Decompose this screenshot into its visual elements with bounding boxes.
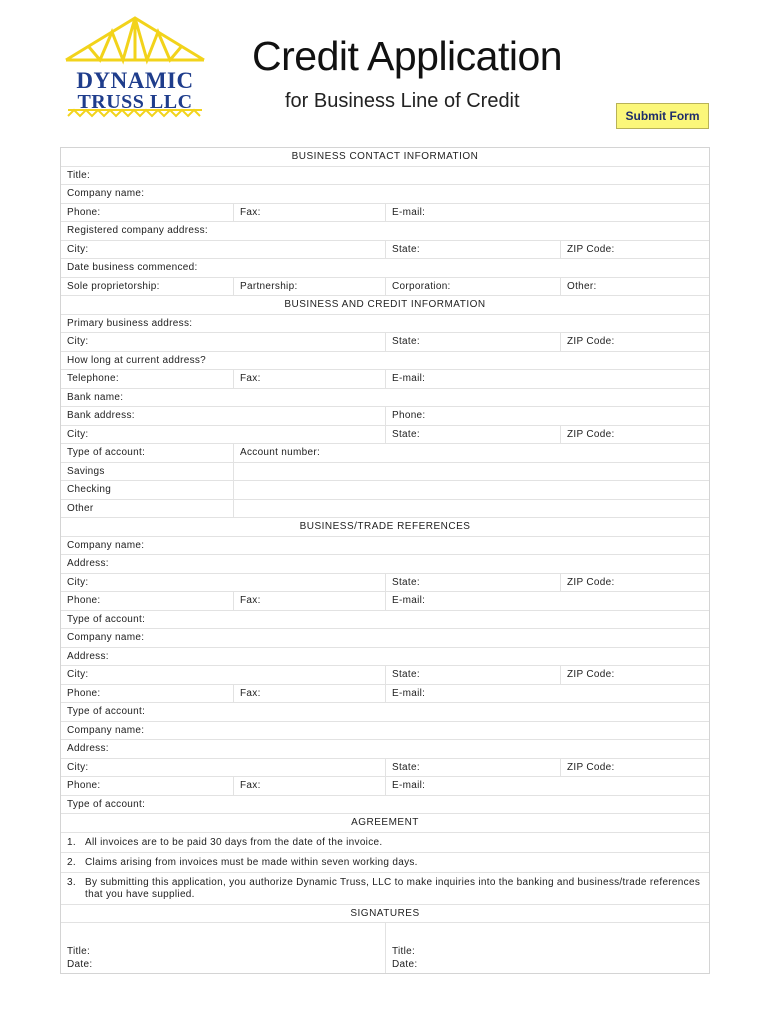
- form-row: [61, 759, 709, 778]
- form-row: [61, 389, 709, 408]
- other-account-number[interactable]: [234, 500, 709, 518]
- form-row: [61, 315, 709, 334]
- form-row: [61, 259, 709, 278]
- form-row: [61, 204, 709, 223]
- fax-field[interactable]: Fax:: [234, 370, 386, 388]
- form-row: [61, 167, 709, 186]
- reference-phone-field[interactable]: Phone:: [61, 592, 234, 610]
- section-title: BUSINESS AND CREDIT INFORMATION: [284, 299, 486, 311]
- section-header-credit: [61, 296, 709, 315]
- telephone-field[interactable]: Telephone:: [61, 370, 234, 388]
- reference-address-field[interactable]: Address:: [67, 743, 109, 755]
- reference-phone-field[interactable]: Phone:: [61, 777, 234, 795]
- form-row: [61, 555, 709, 574]
- reference-email-field[interactable]: E-mail:: [392, 780, 426, 792]
- how-long-field[interactable]: How long at current address?: [67, 354, 207, 366]
- agreement-item: [61, 853, 709, 873]
- reference-address-field[interactable]: Address:: [67, 558, 109, 570]
- reference-email-field[interactable]: E-mail:: [392, 595, 426, 607]
- signature-title-label: Title:: [392, 946, 416, 957]
- reference-company-name-field[interactable]: Company name:: [67, 632, 145, 644]
- credit-application-form: [60, 147, 710, 974]
- reference-city-field[interactable]: City:: [61, 666, 386, 684]
- signature-block-left[interactable]: [61, 923, 386, 973]
- email-field[interactable]: E-mail:: [392, 206, 426, 218]
- form-row: [61, 796, 709, 815]
- reference-address-field[interactable]: Address:: [67, 650, 109, 662]
- form-row: [61, 666, 709, 685]
- section-header-contact: [61, 148, 709, 167]
- form-row: [61, 352, 709, 371]
- submit-form-button[interactable]: Submit Form: [616, 103, 709, 129]
- reference-account-type-field[interactable]: Type of account:: [67, 706, 146, 718]
- zip-field[interactable]: ZIP Code:: [567, 336, 615, 348]
- reference-zip-field[interactable]: ZIP Code:: [567, 669, 615, 681]
- signature-block-right[interactable]: [386, 923, 709, 973]
- logo-text-line2: TRUSS LLC: [77, 91, 193, 113]
- agreement-text: Claims arising from invoices must be made within seven working days.: [85, 856, 418, 868]
- reference-company-name-field[interactable]: Company name:: [67, 724, 145, 736]
- agreement-number: 2.: [67, 856, 76, 868]
- city-field[interactable]: City:: [61, 333, 386, 351]
- company-logo: [60, 14, 210, 118]
- form-row: [61, 500, 709, 519]
- bank-state-field[interactable]: State:: [386, 426, 561, 444]
- agreement-item: [61, 873, 709, 905]
- form-row: [61, 574, 709, 593]
- savings-account-number[interactable]: [234, 463, 709, 481]
- reference-fax-field[interactable]: Fax:: [234, 685, 386, 703]
- form-row: [61, 592, 709, 611]
- reference-account-type-field[interactable]: Type of account:: [67, 798, 146, 810]
- form-row: [61, 444, 709, 463]
- section-header-references: [61, 518, 709, 537]
- partnership-field[interactable]: Partnership:: [234, 278, 386, 296]
- city-field[interactable]: City:: [61, 241, 386, 259]
- checking-option[interactable]: Checking: [61, 481, 234, 499]
- reference-city-field[interactable]: City:: [61, 759, 386, 777]
- corporation-field[interactable]: Corporation:: [386, 278, 561, 296]
- reference-fax-field[interactable]: Fax:: [234, 777, 386, 795]
- signature-date-label: Date:: [67, 959, 93, 970]
- form-row: [61, 370, 709, 389]
- agreement-text: By submitting this application, you authorize Dynamic Truss, LLC to make inquiries into the banking and business/trade references that you have supplied.: [85, 876, 701, 900]
- reference-phone-field[interactable]: Phone:: [61, 685, 234, 703]
- form-row: [61, 241, 709, 260]
- agreement-number: 1.: [67, 836, 76, 848]
- section-header-agreement: [61, 814, 709, 833]
- registered-address-field[interactable]: Registered company address:: [67, 225, 208, 237]
- bank-phone-field[interactable]: Phone:: [392, 410, 426, 422]
- signature-title-label: Title:: [67, 946, 91, 957]
- bank-name-field[interactable]: Bank name:: [67, 391, 124, 403]
- form-row: [61, 611, 709, 630]
- form-row: [61, 648, 709, 667]
- signature-date-label: Date:: [392, 959, 418, 970]
- reference-state-field[interactable]: State:: [386, 574, 561, 592]
- reference-city-field[interactable]: City:: [61, 574, 386, 592]
- form-row: [61, 722, 709, 741]
- sole-proprietorship-field[interactable]: Sole proprietorship:: [61, 278, 234, 296]
- other-entity-field[interactable]: Other:: [567, 280, 597, 292]
- reference-state-field[interactable]: State:: [386, 759, 561, 777]
- form-row: [61, 333, 709, 352]
- bank-zip-field[interactable]: ZIP Code:: [567, 428, 615, 440]
- reference-zip-field[interactable]: ZIP Code:: [567, 761, 615, 773]
- form-row: [61, 629, 709, 648]
- form-row: [61, 777, 709, 796]
- page-title: Credit Application: [252, 33, 563, 79]
- date-commenced-field[interactable]: Date business commenced:: [67, 262, 198, 274]
- account-type-label: Type of account:: [61, 444, 234, 462]
- form-row: [61, 685, 709, 704]
- section-title: BUSINESS CONTACT INFORMATION: [291, 151, 479, 163]
- bank-address-field[interactable]: Bank address:: [61, 407, 386, 425]
- zip-field[interactable]: ZIP Code:: [567, 243, 615, 255]
- bank-city-field[interactable]: City:: [61, 426, 386, 444]
- primary-address-field[interactable]: Primary business address:: [67, 317, 193, 329]
- other-account-option[interactable]: Other: [61, 500, 234, 518]
- reference-email-field[interactable]: E-mail:: [392, 687, 426, 699]
- email-field[interactable]: E-mail:: [392, 373, 426, 385]
- agreement-text: All invoices are to be paid 30 days from the date of the invoice.: [85, 836, 383, 848]
- form-row: [61, 426, 709, 445]
- title-field[interactable]: Title:: [67, 169, 91, 181]
- form-row: [61, 407, 709, 426]
- account-number-field[interactable]: Account number:: [240, 447, 321, 459]
- section-header-signatures: [61, 905, 709, 924]
- reference-state-field[interactable]: State:: [386, 666, 561, 684]
- form-row: [61, 463, 709, 482]
- savings-option[interactable]: Savings: [61, 463, 234, 481]
- form-row: [61, 278, 709, 297]
- form-row: [61, 185, 709, 204]
- reference-zip-field[interactable]: ZIP Code:: [567, 576, 615, 588]
- page-subtitle: for Business Line of Credit: [285, 90, 520, 112]
- reference-fax-field[interactable]: Fax:: [234, 592, 386, 610]
- agreement-number: 3.: [67, 876, 76, 888]
- section-title: AGREEMENT: [351, 817, 419, 829]
- agreement-item: [61, 833, 709, 853]
- state-field[interactable]: State:: [386, 241, 561, 259]
- logo-text-line1: DYNAMIC: [76, 68, 194, 93]
- form-row: [61, 740, 709, 759]
- form-row: [61, 703, 709, 722]
- section-title: BUSINESS/TRADE REFERENCES: [299, 521, 471, 533]
- form-row: [61, 481, 709, 500]
- state-field[interactable]: State:: [386, 333, 561, 351]
- section-title: SIGNATURES: [350, 907, 420, 919]
- reference-account-type-field[interactable]: Type of account:: [67, 613, 146, 625]
- checking-account-number[interactable]: [234, 481, 709, 499]
- fax-field[interactable]: Fax:: [234, 204, 386, 222]
- form-row: [61, 222, 709, 241]
- form-row: [61, 537, 709, 556]
- reference-company-name-field[interactable]: Company name:: [67, 539, 145, 551]
- phone-field[interactable]: Phone:: [61, 204, 234, 222]
- signature-row: [61, 923, 709, 973]
- company-name-field[interactable]: Company name:: [67, 188, 145, 200]
